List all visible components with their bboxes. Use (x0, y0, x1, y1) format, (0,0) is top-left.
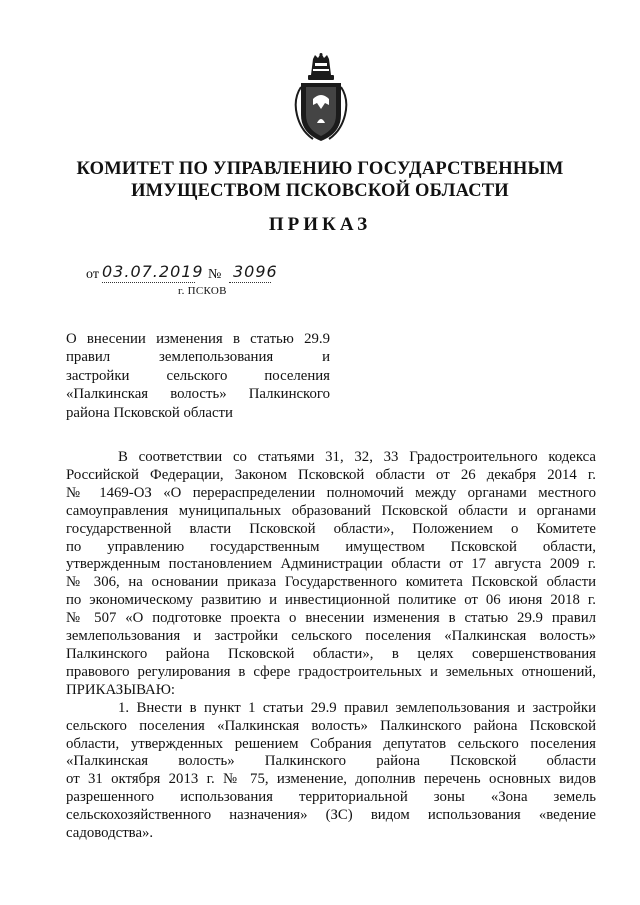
number-prefix: № (208, 267, 222, 282)
document-body (66, 449, 596, 843)
body-line: землепользования и застройки сельского поселения «Палкинская волость» (66, 628, 596, 645)
body-line: правового регулирования в сфере градостроительных и земельных отношений, (66, 663, 596, 680)
body-line: области, утвержденных решением Собрания депутатов сельского поселения (66, 735, 596, 752)
body-line: В соответствии со статьями 31, 32, 33 Градостроительного кодекса (118, 449, 596, 465)
organization-title (0, 158, 640, 202)
body-line: по управлению государственным имуществом Псковской области, (66, 538, 596, 555)
body-line: «Палкинская волость» Палкинского района Псковской области (66, 753, 596, 770)
document-subject (66, 330, 330, 422)
body-line: государственной власти Псковской области», Положением о Комитете (66, 520, 596, 537)
body-line: садоводства». (66, 825, 154, 842)
body-line: по экономическому развитию и инвестиционной политике от 06 июня 2018 г. (66, 592, 596, 609)
body-line: № 1469-ОЗ «О перераспределении полномочий между органами местного (66, 484, 596, 501)
body-line: сельского поселения «Палкинская волость» Палкинского района Псковской (66, 717, 596, 734)
pskov-region-emblem (291, 53, 351, 145)
subject-line: «Палкинская волость» Палкинского (66, 386, 330, 403)
body-line: № 507 «О подготовке проекта о внесении изменения в статью 29.9 правил (66, 610, 596, 627)
subject-line: застройки сельского поселения (66, 367, 330, 384)
subject-line: района Псковской области (66, 404, 233, 421)
document-type: ПРИКАЗ (268, 214, 372, 235)
body-line: разрешенного использования территориальной зоны «Зона земель (66, 789, 596, 806)
body-line: Российской Федерации, Законом Псковской области от 26 декабря 2014 г. (66, 466, 596, 483)
body-line: от 31 октября 2013 г. № 75, изменение, дополнив перечень основных видов (66, 771, 596, 788)
order-keyword: ПРИКАЗЫВАЮ: (66, 681, 176, 698)
body-line: сельскохозяйственного назначения» (ЗС) видом использования «ведение (66, 807, 596, 824)
body-line: 1. Внести в пункт 1 статьи 29.9 правил землепользования и застройки (118, 699, 596, 716)
subject-line: правил землепользования и (66, 349, 330, 366)
subject-line: О внесении изменения в статью 29.9 (66, 331, 330, 347)
date-prefix: от (86, 267, 99, 282)
date-underline (102, 282, 195, 283)
body-line: самоуправления муниципальных образований Псковской области и органами (66, 502, 596, 519)
org-title-line: КОМИТЕТ ПО УПРАВЛЕНИЮ ГОСУДАРСТВЕННЫМ (76, 159, 564, 179)
number-value: 3096 (233, 262, 278, 281)
body-line: № 306, на основании приказа Государственного комитета Псковской области (66, 574, 596, 591)
org-title-line: ИМУЩЕСТВОМ ПСКОВСКОЙ ОБЛАСТИ (131, 181, 509, 201)
date-value: 03.07.2019 (102, 262, 204, 281)
body-line: утвержденным постановлением Администрации области от 17 августа 2009 г. (66, 556, 596, 573)
body-line: Палкинского района Псковской области», в целях совершенствования (66, 645, 596, 662)
city-label: г. ПСКОВ (178, 285, 227, 297)
number-underline (229, 282, 271, 283)
